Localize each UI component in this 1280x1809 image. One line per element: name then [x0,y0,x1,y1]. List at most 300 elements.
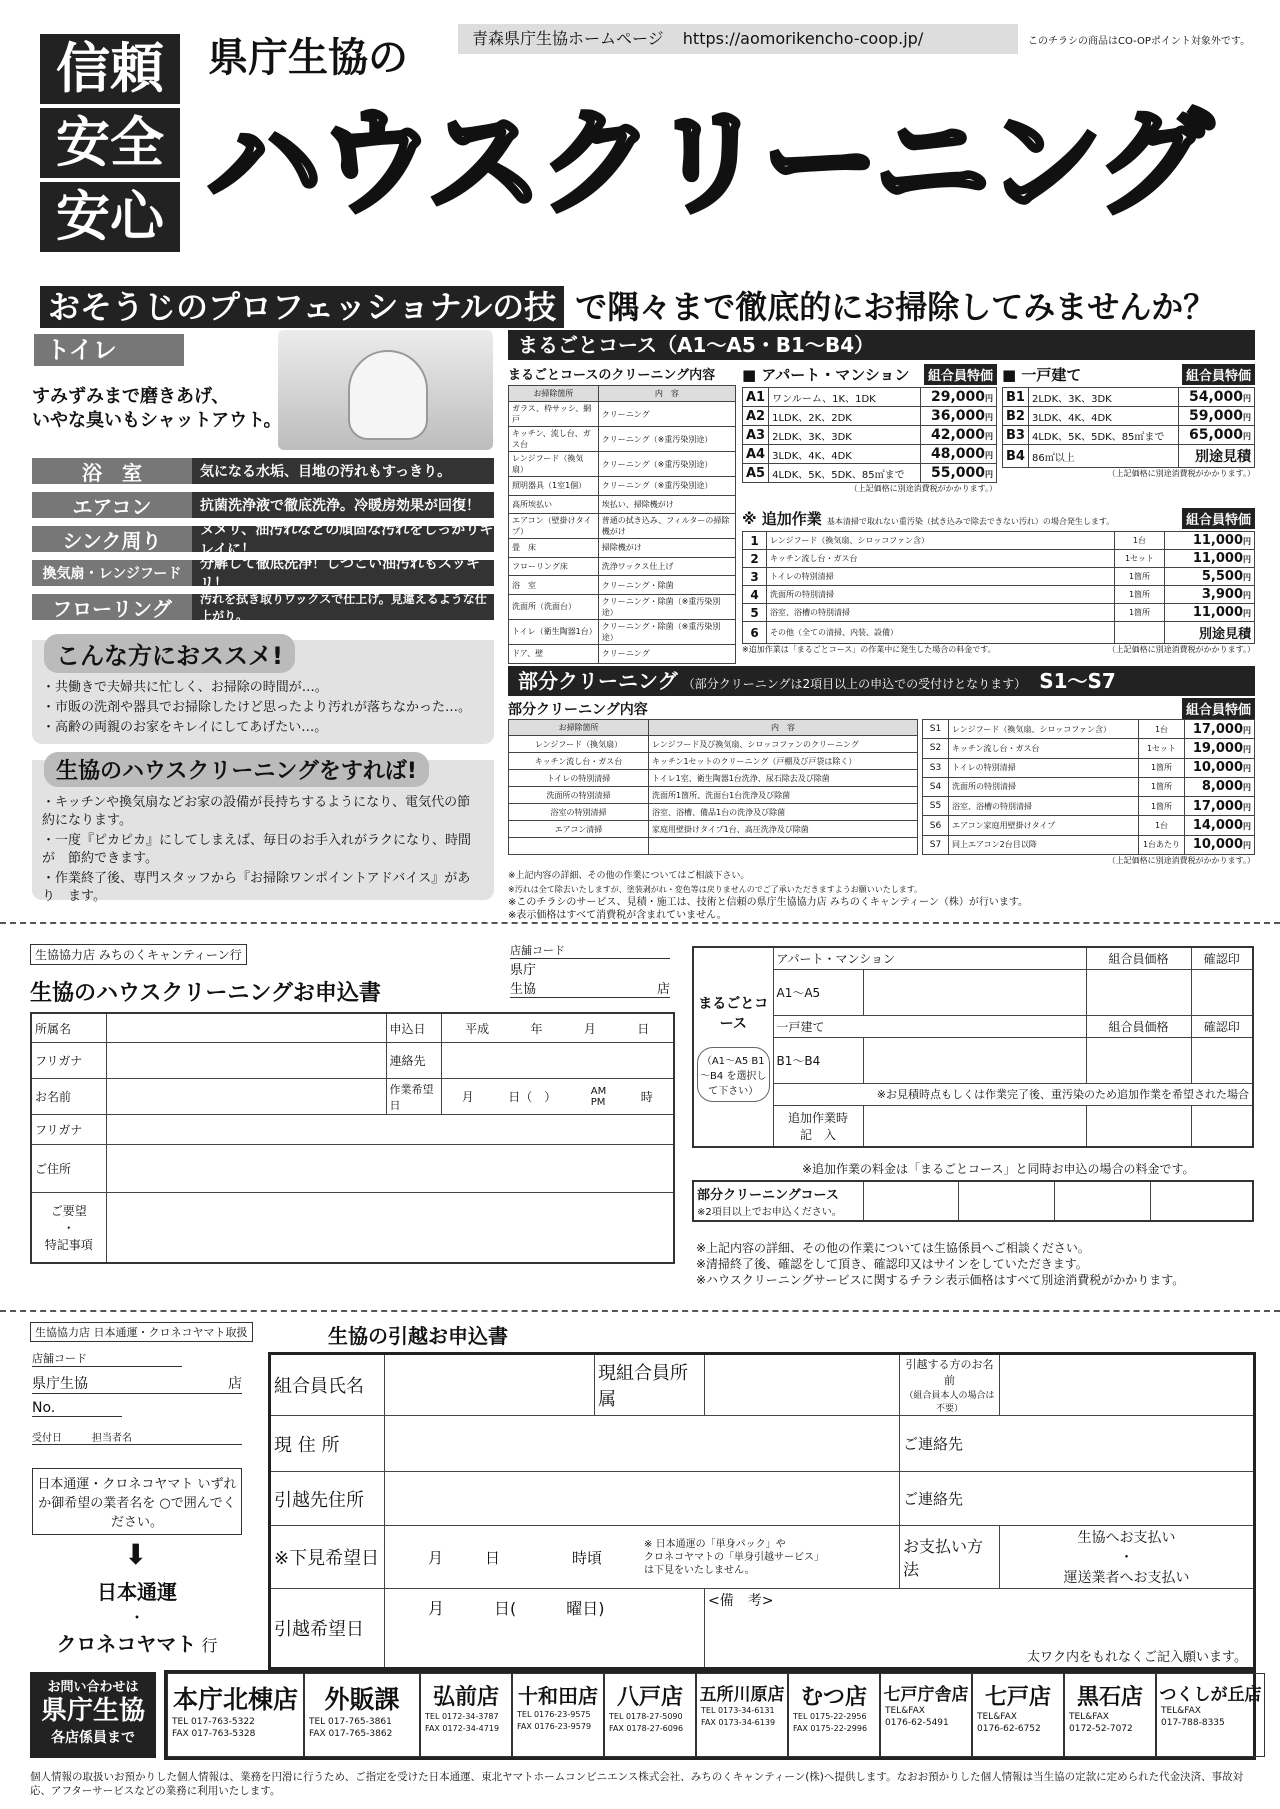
new-address-input[interactable] [385,1472,900,1526]
extra-item: 洗面所の特別清掃 [767,586,1115,604]
day-label: 日 [637,1021,650,1036]
table-row [923,835,1255,854]
bubun-code: S4 [923,777,949,796]
move-date-label: 引越希望日 [270,1589,385,1669]
store-tel: TEL&FAX [1161,1706,1201,1716]
apart-check-input[interactable] [1191,969,1253,1015]
store-tel: TEL 0175-22-2956 [793,1712,867,1721]
table-row [923,777,1255,796]
yen-unit: 円 [985,432,993,441]
extra-no: 6 [743,622,767,644]
yen-unit: 円 [1243,537,1251,546]
marugoto-section [508,330,1255,659]
bubun-unit: 1箇所 [1139,797,1185,816]
move-month: 月 [428,1599,445,1618]
plan-layout: 4LDK、5K、5DK、85㎡まで [1028,426,1178,445]
plan-price [1179,426,1255,445]
store-tel: TEL&FAX [885,1706,925,1716]
bubun-input-1[interactable] [863,1181,959,1221]
store-tel: TEL 0173-34-6131 [701,1706,775,1715]
extra-unit: 1箇所 [1115,568,1165,586]
payment-options[interactable] [1000,1526,1255,1589]
hour-label: 時 [640,1090,653,1104]
main-title: ハウスクリーニング [206,96,1209,231]
apart-price-input[interactable] [1086,969,1191,1015]
bubun-code: S3 [923,758,949,777]
member-name-input[interactable] [385,1354,595,1416]
extra-item: レンジフード（換気扇、シロッコファン含） [767,532,1115,550]
cleaning-detail: 洗浄ワックス仕上げ [598,557,735,576]
plan-layout: 1LDK、2K、2DK [769,407,921,426]
dept-label: 所属名 [31,1013,106,1043]
apart-title: ■ アパート・マンション [742,366,910,384]
price-value: 10,000 [1192,837,1243,853]
house-price-input[interactable] [1086,1037,1191,1083]
house-table-block [1002,364,1255,479]
contact-input[interactable] [441,1043,674,1079]
extra-price [1165,586,1255,604]
footer [28,1668,1262,1803]
cleaning-area: キッチン、流し台、ガス台 [509,427,599,452]
house-tax-note: （上記価格に別途消費税がかかります。） [1107,469,1255,478]
category-label: シンク周り [32,526,192,552]
recommend-list [42,678,471,738]
store-name: 八戸店 [616,1685,683,1710]
price-value: 17,000 [1192,798,1243,814]
move-date-input[interactable] [385,1589,705,1669]
course-label-cell [693,947,773,1147]
extra-price [1165,568,1255,586]
extra-footnote: ※追加作業は「まるごとコース」の作業中に発生した場合の料金です。 [742,645,996,654]
cleaning-area: エアコン（壁掛けタイプ） [509,514,599,539]
survey-month: 月 [428,1548,444,1567]
category-sink [32,522,494,558]
bubun-title-code: S1～S7 [1039,669,1116,693]
yen-unit: 円 [1243,744,1251,754]
plan-layout: 4LDK、5K、5DK、85㎡まで [769,464,921,483]
store-tel: TEL 017-765-3861 [309,1717,392,1727]
store-name: 七戸店 [984,1685,1051,1710]
vendor-suffix: 行 [201,1636,218,1655]
bubun-detail: レンジフード及び換気扇、シロッコファンのクリーニング [649,736,918,753]
name-label: お名前 [31,1079,106,1115]
vendor-block [32,1576,242,1657]
store-code-label: 店舗コード [510,942,670,959]
table-row [1003,426,1255,445]
bubun-form-label: 部分クリーニングコース [697,1188,839,1203]
marugoto-content [508,364,736,664]
store-name: つくしが丘店 [1159,1685,1262,1705]
store-fax: 0172-52-7072 [1069,1724,1133,1734]
mover-label-1: 引越する方のお名前 [905,1358,994,1387]
bubun-code: S2 [923,739,949,758]
store-name: 黒石店 [1076,1685,1143,1710]
category-bath [32,458,494,484]
price-value: 42,000 [930,427,985,443]
apart-tax-note: （上記価格に別途消費税がかかります。） [849,484,997,493]
tagline-rest: で隅々まで徹底的にお掃除してみませんか？ [575,288,1216,326]
bubun-area: エアコン清掃 [509,821,649,838]
bubun-input-2[interactable] [959,1181,1055,1221]
dept-input[interactable] [106,1013,386,1043]
category-label: エアコン [32,492,192,518]
bubun-item: エアコン家庭用壁掛けタイプ [949,816,1139,835]
mover-label-cell [900,1354,1000,1416]
extra-unit: 1箇所 [1115,586,1165,604]
yen-unit: 円 [1243,413,1251,422]
notes-input[interactable] [106,1193,674,1263]
bubun-notes [508,870,1255,922]
plan-layout: 86㎡以上 [1028,445,1178,468]
am-label: AM [590,1085,607,1097]
table-row [509,736,918,753]
store-fax: 0176-62-6752 [977,1724,1041,1734]
toilet-text-1: すみずみまで磨きあげ、 [32,386,230,407]
extra-fee-note: ※追加作業の料金は「まるごとコース」と同時お申込の場合の料金です。 [802,1162,1195,1176]
contact-cell[interactable] [900,1416,1255,1472]
yen-unit: 円 [1243,609,1251,618]
course-table [692,946,1254,1148]
form-note: ※清掃終了後、確認をして頂き、確認印又はサインをしていただきます。 [696,1257,1088,1271]
bubun-content-table [508,719,918,855]
bubun-area: 浴室の特別清掃 [509,804,649,821]
plan-code: A5 [743,464,769,483]
month-label: 月 [461,1090,474,1104]
price-value: 別途見積 [1198,627,1251,642]
plan-layout: 3LDK、4K、4DK [1028,407,1178,426]
plan-price [921,388,997,407]
plan-layout: 2LDK、3K、3DK [769,426,921,445]
category-desc: 汚れを拭き取りワックスで仕上げ。見違えるような仕上がり。 [192,594,494,620]
form-note: ※ハウスクリーニングサービスに関するチラシ表示価格はすべて別途消費税がかかります。 [696,1273,1185,1287]
down-arrow-icon: ⬇ [124,1538,148,1571]
plan-price [921,426,997,445]
yen-unit: 円 [1243,841,1251,851]
table-row [743,586,1255,604]
survey-note-3: は下見をいたしません。 [644,1564,755,1576]
bubun-unit: 1箇所 [1139,758,1185,777]
bubun-input-3[interactable] [1055,1181,1151,1221]
badge-trust: 信頼 [40,34,180,104]
mover-name-input[interactable] [1000,1354,1255,1416]
bubun-input-4[interactable] [1150,1181,1253,1221]
store-name: 弘前店 [432,1685,499,1710]
apart-select-input[interactable] [863,969,1086,1015]
notes-label-2: 特記事項 [44,1237,93,1252]
price-value: 55,000 [930,465,985,481]
moving-table [268,1352,1256,1670]
yen-unit: 円 [985,413,993,422]
table-row [743,407,997,426]
cleaning-detail: クリーニング（※重汚染別途） [598,477,735,496]
toilet-text-2: いやな臭いもシャットアウト。 [32,410,282,431]
no-label: No. [32,1400,122,1417]
extra-price [1165,622,1255,644]
yen-unit: 円 [1243,555,1251,564]
marugoto-content-title: まるごとコースのクリーニング内容 [508,368,716,383]
cleaning-detail: 埃払い、掃除機がけ [598,495,735,514]
cleaning-area: 照明器具（1室1個） [509,477,599,496]
tagline-box: おそうじのプロフェッショナルの技 [40,286,564,328]
pay-option-2[interactable]: 運送業者へお支払い [1063,1570,1190,1586]
category-desc: 分解して徹底洗浄！しつこい油汚れもスッキリ！ [192,560,494,586]
extra-unit: 1セット [1115,550,1165,568]
extra-price-input[interactable] [1086,1105,1191,1147]
recommend-box [32,640,494,744]
category-desc: ヌメリ、油汚れなどの頑固な汚れをしっかりキレイに！ [192,526,494,552]
address-label: 現 住 所 [270,1416,385,1472]
contact-label-1: お問い合わせは [47,1680,139,1695]
bubun-item: 浴室、浴槽の特別清掃 [949,797,1139,816]
table-row [509,594,736,619]
plan-price [921,445,997,464]
current-dept-input[interactable] [705,1354,900,1416]
bubun-item: レンジフード（換気扇、シロッコファン含） [949,720,1139,739]
yen-unit: 円 [1243,432,1251,441]
bubun-detail [649,838,918,855]
price-value: 36,000 [930,408,985,424]
contact2-cell[interactable] [900,1472,1255,1526]
extra-no: 5 [743,604,767,622]
bubun-unit: 1セット [1139,739,1185,758]
house-check-input[interactable] [1191,1037,1253,1083]
price-value: 別途見積 [1195,449,1251,465]
vendor-2: クロネコヤマト [56,1632,197,1656]
store-card [167,1673,304,1757]
extra-unit [1115,622,1165,644]
cleaning-area: 畳 床 [509,539,599,558]
table-row [743,464,997,483]
extra-note: ※お見積時点もしくは作業完了後、重汚染のため追加作業を希望された場合 [773,1083,1253,1105]
points-note: このチラシの商品はCO-OPポイント対象外です。 [1028,36,1251,47]
extra-item: 浴室、浴槽の特別清掃 [767,604,1115,622]
table-row [509,821,918,838]
price-value: 5,500 [1201,569,1243,584]
new-address-label: 引越先住所 [270,1472,385,1526]
store-line-1: 県庁 [510,963,537,978]
price-value: 10,000 [1192,760,1243,776]
house-title: ■ 一戸建て [1002,366,1082,384]
yen-unit: 円 [985,451,993,460]
extra-no: 4 [743,586,767,604]
category-rangehood [32,556,494,592]
bubun-area: キッチン流し台・ガス台 [509,753,649,770]
survey-time: 時頃 [572,1548,603,1567]
store-name: 五所川原店 [699,1685,785,1705]
homepage-url[interactable]: https://aomorikencho-coop.jp/ [682,29,924,48]
cleaning-detail: クリーニング [598,402,735,427]
extra-no: 3 [743,568,767,586]
current-dept-label: 現組合員所属 [595,1354,705,1416]
extra-price-header: 組合員特価 [1182,508,1255,529]
bubun-form-note: ※2項目以上でお申込ください。 [697,1207,842,1218]
col-header: お掃除箇所 [509,720,649,736]
table-row [509,804,918,821]
extra-no: 2 [743,550,767,568]
furigana-input[interactable] [106,1043,386,1079]
header [28,18,1258,326]
apart-table-block [742,364,997,494]
name-input[interactable] [106,1079,386,1115]
price-value: 59,000 [1188,408,1243,424]
store-fax: FAX 017-763-5328 [172,1729,256,1739]
yen-unit: 円 [1243,394,1251,403]
cleaning-detail: クリーニング（※重汚染別途） [598,427,735,452]
table-row [923,816,1255,835]
price-value: 14,000 [1192,818,1243,834]
price-value: 29,000 [930,389,985,405]
table-row [923,758,1255,777]
extra-label-cell [773,1105,863,1147]
furigana-label: フリガナ [31,1043,106,1079]
table-row [743,622,1255,644]
contact-label: ご連絡先 [903,1435,964,1453]
yen-unit: 円 [1243,822,1251,832]
bubun-price [1185,758,1255,777]
bubun-area: トイレの特別清掃 [509,770,649,787]
recommend-title: こんな方におススメ! [44,634,295,673]
address-input[interactable] [106,1145,674,1193]
form2-title: 生協の引越お申込書 [328,1324,508,1348]
privacy-note: 個人情報の取扱いお預かりした個人情報は、業務を円滑に行うため、ご指定を受けた日本通運、東北ヤマトホームコンビニエンス株式会社、みちのくキャンティーン(株)へ提供します。なおお預かりした個人情報は当生協の定款に定められた代金決済、事故対応、アフターサービスなどの業務に利用いたします。 [30,1771,1244,1797]
plan-code: A3 [743,426,769,445]
left-column [28,330,498,910]
select-note: （A1～A5 B1～B4 を選択して下さい） [697,1047,770,1102]
house-codes: B1～B4 [773,1037,863,1083]
store-name: 本庁北棟店 [172,1685,298,1714]
store-tel: TEL&FAX [1069,1712,1109,1722]
bubun-price-table [922,719,1255,855]
yen-unit: 円 [1243,783,1251,793]
contact-label: 連絡先 [386,1043,441,1079]
badge-relief: 安心 [40,182,180,252]
extra-price [1165,550,1255,568]
house-label: 一戸建て [773,1015,1086,1037]
plan-price [921,464,997,483]
recommend-item: ・高齢の両親のお家をキレイにしてあげたい…。 [42,720,328,735]
extra-label-2: 記 入 [799,1127,836,1142]
col-header: 内 容 [649,720,918,736]
form1-title: 生協のハウスクリーニングお申込書 [30,981,381,1006]
marugoto-title: まるごとコース（A1～A5・B1～B4） [508,330,1255,360]
apart-table [742,387,997,483]
vendor-dot: ・ [128,1608,145,1627]
bubun-label-cell [693,1181,863,1221]
furigana2-input[interactable] [106,1115,674,1145]
store-fax: FAX 0175-22-2996 [793,1724,868,1733]
plan-price [1179,388,1255,407]
bubun-code: S5 [923,797,949,816]
bubun-item: 洗面所の特別清掃 [949,777,1139,796]
store-card [1064,1673,1156,1757]
benefit-item: ・作業終了後、専門スタッフから『お掃除ワンポイントアドバイス』があり ます。 [42,871,471,904]
form1right-notes [696,1240,1184,1288]
bubun-item: 同上エアコン2台目以降 [949,835,1139,854]
table-row [509,557,736,576]
month-label: 月 [583,1021,596,1036]
extra-input[interactable] [863,1105,1086,1147]
toilet-illustration [278,330,493,450]
store-card [696,1673,788,1757]
move-weekday: 曜日) [566,1599,605,1618]
col-header: お掃除箇所 [509,386,599,402]
table-row [509,770,918,787]
cleaning-detail: 普通の拭き込み、フィルターの掃除機がけ [598,514,735,539]
cleaning-area: レンジフード（換気扇） [509,452,599,477]
era-label: 平成 [465,1021,490,1036]
extra-item: その他（全ての清掃、内装、設備） [767,622,1115,644]
price-value: 8,000 [1201,779,1243,795]
store-tel: TEL 017-763-5322 [172,1717,255,1727]
plan-layout: ワンルーム、1K、1DK [769,388,921,407]
table-row [509,402,736,427]
store-list [164,1670,1262,1760]
form-note: ※上記内容の詳細、その他の作業については生協係員へご相談ください。 [696,1241,1090,1255]
benefit-item: ・一度『ピカピカ』にしてしまえば、毎日のお手入れがラクになり、時間が 節約できます。 [42,833,472,866]
yen-unit: 円 [1243,764,1251,774]
yen-unit: 円 [985,394,993,403]
store-suffix: 店 [656,982,670,997]
extra-check-input[interactable] [1191,1105,1253,1147]
yen-unit: 円 [1243,802,1251,812]
footer-contact-box [30,1672,156,1758]
remarks-input[interactable] [705,1589,1255,1669]
table-row [743,426,997,445]
table-row [743,532,1255,550]
apply-date-input[interactable] [442,1014,674,1042]
table-row [1003,407,1255,426]
cleaning-detail: 掃除機がけ [598,539,735,558]
table-row [923,739,1255,758]
bubun-unit: 1箇所 [1139,777,1185,796]
plan-price [921,407,997,426]
apart-label: アパート・マンション [773,947,1086,969]
bubun-price [1185,720,1255,739]
category-list [32,458,494,623]
marugoto-content-table [508,385,736,664]
extra-unit: 1箇所 [1115,604,1165,622]
store-card [972,1673,1064,1757]
bubun-title-note: （部分クリーニングは2項目以上の申込での受付けとなります） [682,677,1027,691]
toilet-bowl-shape [348,350,428,440]
bubun-title-bar [508,666,1255,696]
house-select-input[interactable] [863,1037,1086,1083]
plan-code: B1 [1003,388,1029,407]
bubun-note: ※このチラシのサービス、見積・施工は、技術と信頼の県庁生協協力店 みちのくキャンティーン（株）が行います。 [508,897,1029,908]
received-label: 受付日 [32,1433,62,1444]
work-date-input[interactable] [441,1079,674,1115]
plan-code: A1 [743,388,769,407]
badge-column [40,34,180,252]
store-tel: TEL 0178-27-5090 [609,1712,683,1721]
survey-date-input[interactable] [385,1526,900,1589]
extra-table [742,531,1255,644]
table-row [509,495,736,514]
pay-option-1[interactable]: 生協へお支払い [1077,1530,1176,1546]
bubun-unit: 1台あたり [1139,835,1185,854]
address-input[interactable] [385,1416,900,1472]
remarks-label: <備 考> [708,1593,774,1609]
category-desc: 抗菌洗浄液で徹底洗浄。冷暖房効果が回復！ [192,492,494,518]
yen-unit: 円 [985,470,993,479]
extra-no: 1 [743,532,767,550]
store-fax: 017-788-8335 [1161,1718,1225,1728]
bubun-price-header: 組合員特価 [1182,698,1255,719]
table-row [509,644,736,663]
day-paren: 日（ ） [508,1090,557,1104]
category-label: 浴 室 [32,458,192,484]
table-row [923,720,1255,739]
